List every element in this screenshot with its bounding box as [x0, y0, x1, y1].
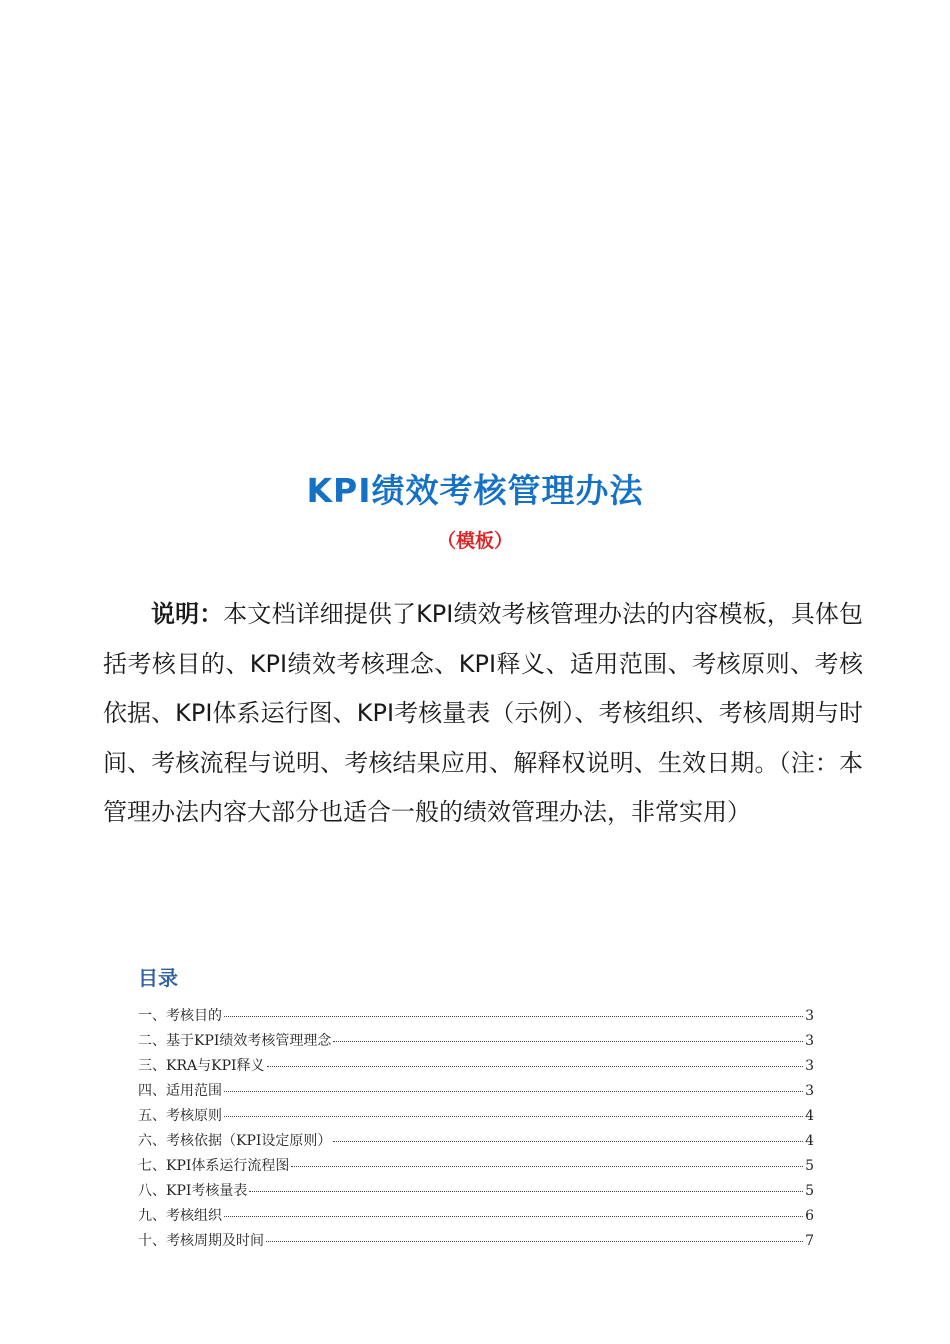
toc-dot-leader: [291, 1166, 803, 1167]
toc-entry-title: 二、基于KPI绩效考核管理理念: [138, 1033, 332, 1049]
toc-entry-page: 3: [805, 1058, 814, 1074]
toc-dot-leader: [224, 1016, 803, 1017]
toc-dot-leader: [266, 1241, 803, 1242]
toc-entry-page: 5: [805, 1183, 814, 1199]
toc-entry-title: 五、考核原则: [138, 1108, 222, 1124]
toc-entry-title: 一、考核目的: [138, 1008, 222, 1024]
toc-entry-page: 5: [805, 1158, 814, 1174]
document-subtitle: （模板）: [436, 530, 513, 552]
description-text: 本文档详细提供了KPI绩效考核管理办法的内容模板，具体包括考核目的、KPI绩效考核理念、KPI释义、适用范围、考核原则、考核依据、KPI体系运行图、KPI考核量表（示例）、考核组织、考核周期与时间、考核流程与说明、考核结果应用、解释权说明、生效日期。（注：本管理办法内容大部分也适合一般的绩效管理办法，非常实用）: [103, 600, 863, 826]
toc-entry-title: 九、考核组织: [138, 1208, 222, 1224]
toc-entry-page: 3: [805, 1033, 814, 1049]
toc-entry[interactable]: [138, 1079, 814, 1104]
toc-entry[interactable]: [138, 1179, 814, 1204]
toc-entry[interactable]: [138, 1204, 814, 1229]
description-paragraph: [103, 590, 863, 838]
toc-entry[interactable]: [138, 1054, 814, 1079]
toc-dot-leader: [267, 1066, 804, 1067]
toc-entry[interactable]: [138, 1029, 814, 1054]
toc-entry-title: 七、KPI体系运行流程图: [138, 1158, 290, 1174]
description-label: 说明：: [151, 600, 224, 628]
toc-entry-page: 4: [805, 1108, 814, 1124]
toc-dot-leader: [224, 1091, 803, 1092]
document-title: KPI绩效考核管理办法: [306, 471, 644, 510]
toc-entry-page: 3: [805, 1083, 814, 1099]
toc-entry[interactable]: [138, 1154, 814, 1179]
toc-dot-leader: [224, 1116, 803, 1117]
toc-dot-leader: [224, 1216, 803, 1217]
toc-entry[interactable]: [138, 1229, 814, 1254]
toc-entry-page: 3: [805, 1008, 814, 1024]
toc-entry-page: 4: [805, 1133, 814, 1149]
toc-dot-leader: [333, 1141, 803, 1142]
toc-dot-leader: [333, 1041, 803, 1042]
toc-entry-title: 十、考核周期及时间: [138, 1233, 264, 1249]
toc-entry[interactable]: [138, 1104, 814, 1129]
toc-entry-page: 6: [805, 1208, 814, 1224]
toc-entry-page: 7: [805, 1233, 814, 1249]
toc-dot-leader: [249, 1191, 803, 1192]
toc-entry[interactable]: [138, 1129, 814, 1154]
toc-heading: 目录: [138, 966, 178, 990]
toc-entry-title: 六、考核依据（KPI设定原则）: [138, 1133, 332, 1149]
toc-entry-title: 三、KRA与KPI释义: [138, 1058, 265, 1074]
table-of-contents: [138, 1004, 814, 1254]
toc-entry-title: 八、KPI考核量表: [138, 1183, 248, 1199]
toc-entry[interactable]: [138, 1004, 814, 1029]
toc-entry-title: 四、适用范围: [138, 1083, 222, 1099]
